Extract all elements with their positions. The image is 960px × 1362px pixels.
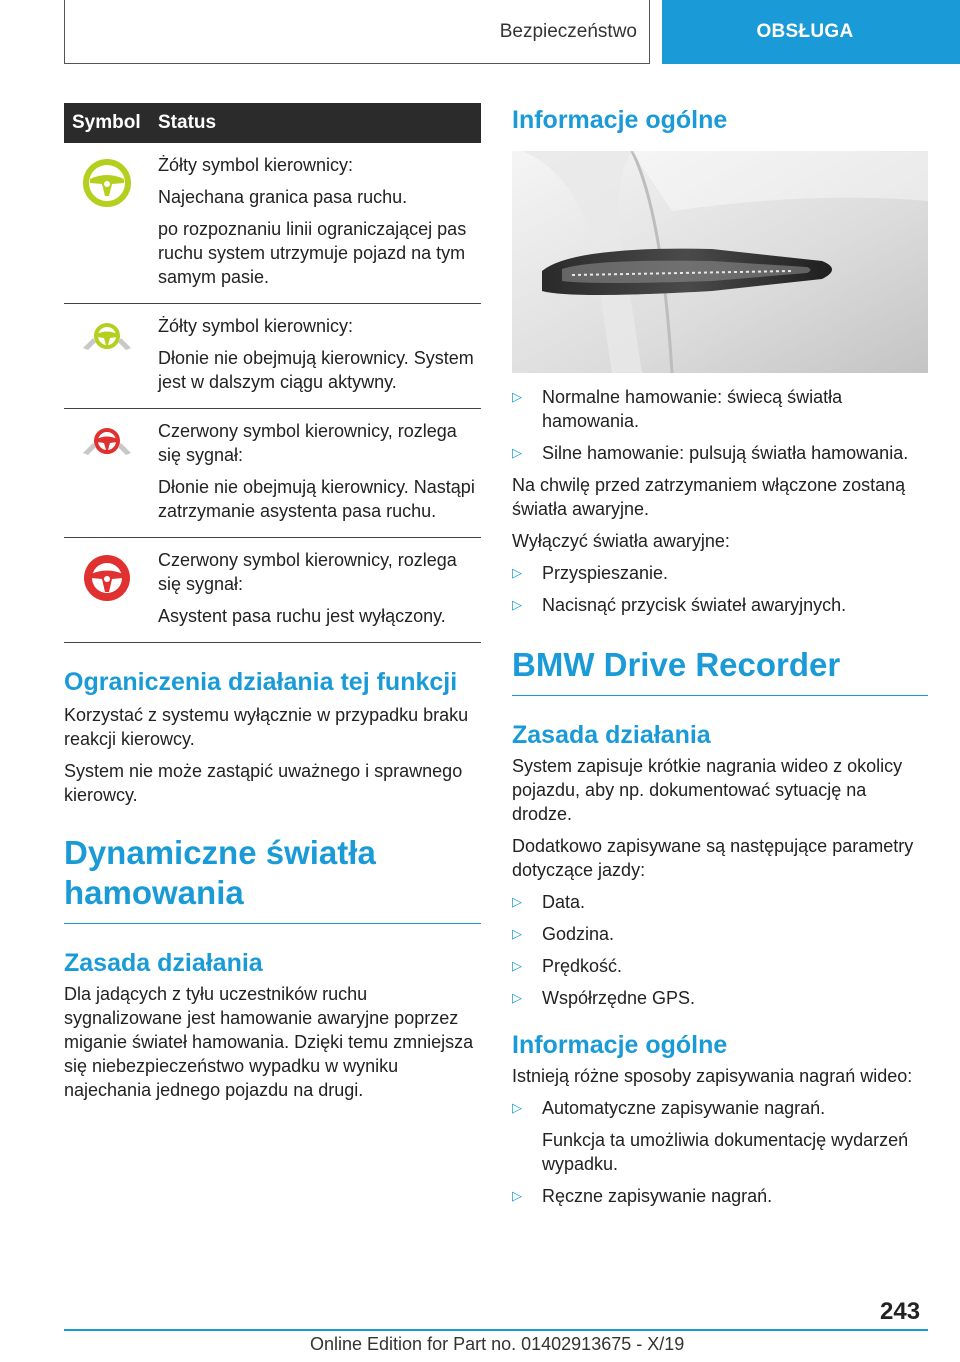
status-text: po rozpoznaniu linii ograniczającej pas ruchu system utrzymuje pojazd na tym samym pasie. — [158, 219, 467, 287]
recorder-paragraph: Dodatkowo zapisywane są następujące parametry dotyczące jazdy: — [512, 836, 914, 880]
list-item: ▷ Data. — [512, 892, 586, 912]
list-item: ▷ Ręczne zapisywanie nagrań. — [512, 1186, 773, 1206]
triangle-bullet-icon: ▷ — [512, 958, 522, 973]
list-item: ▷ Prędkość. — [512, 956, 623, 976]
table-header-symbol: Symbol — [64, 103, 150, 143]
table-row — [64, 409, 481, 538]
list-item-detail: Funkcja ta umożliwia dokumentację wydarzeń wypadku. — [542, 1130, 909, 1174]
triangle-bullet-icon: ▷ — [512, 1188, 522, 1203]
steering-wheel-yellow-icon — [81, 157, 133, 209]
triangle-bullet-icon: ▷ — [512, 565, 522, 580]
steering-wheel-red-icon — [81, 552, 133, 604]
left-column — [64, 103, 481, 1102]
triangle-bullet-icon: ▷ — [512, 445, 522, 460]
footer-divider — [64, 1329, 928, 1331]
status-text: Dłonie nie obejmują kierownicy. Nastąpi zatrzymanie asystenta pasa ruchu. — [158, 477, 475, 521]
footer-edition: Online Edition for Part no. 01402913675 - X/19 — [310, 1334, 685, 1354]
status-text: Czerwony symbol kierownicy, rozlega się sygnał: — [158, 421, 457, 465]
header-chapter-tab — [662, 0, 960, 64]
status-text: Dłonie nie obejmują kierownicy. System jest w dalszym ciągu aktywny. — [158, 348, 474, 392]
limits-heading: Ograniczenia działania tej funkcji — [64, 668, 458, 696]
symbol-status-table — [64, 103, 481, 643]
brake-mode-list — [512, 385, 928, 465]
recorder-info-paragraph: Istnieją różne sposoby zapisywania nagrań wideo: — [512, 1066, 913, 1086]
triangle-bullet-icon: ▷ — [512, 1100, 522, 1115]
status-text: Żółty symbol kierownicy: — [158, 155, 354, 175]
list-item: ▷ Normalne hamowanie: świecą światła hamowania. — [512, 387, 843, 431]
list-item: ▷ Silne hamowanie: pulsują światła hamowania. — [512, 443, 909, 463]
header-chapter-title: OBSŁUGA — [756, 21, 854, 42]
table-header-status: Status — [150, 103, 481, 143]
status-text: Najechana granica pasa ruchu. — [158, 187, 408, 207]
recording-modes-list — [512, 1096, 928, 1208]
limits-paragraph: System nie może zastąpić uważnego i sprawnego kierowcy. — [64, 761, 463, 805]
header-section-box — [64, 0, 650, 64]
hazard-off-list — [512, 561, 928, 617]
recorder-info-heading: Informacje ogólne — [512, 1031, 728, 1059]
limits-paragraph: Korzystać z systemu wyłącznie w przypadku braku reakcji kierowcy. — [64, 705, 469, 749]
brake-light-photo — [512, 151, 928, 373]
principle-heading: Zasada działania — [64, 949, 263, 977]
triangle-bullet-icon: ▷ — [512, 894, 522, 909]
status-text: Czerwony symbol kierownicy, rozlega się sygnał: — [158, 550, 457, 594]
recorder-paragraph: System zapisuje krótkie nagrania wideo z okolicy pojazdu, aby np. dokumentować sytuację na drodze. — [512, 756, 903, 824]
list-item: ▷ Godzina. — [512, 924, 615, 944]
list-item: ▷ Nacisnąć przycisk świateł awaryjnych. — [512, 595, 847, 615]
hazard-off-paragraph: Wyłączyć światła awaryjne: — [512, 531, 730, 551]
list-item: ▷ Przyspieszanie. — [512, 563, 669, 583]
steering-wheel-yellow-hands-off-icon — [79, 318, 135, 358]
tail-light-image — [512, 151, 928, 373]
header-section-title: Bezpieczeństwo — [499, 20, 637, 42]
principle-paragraph: Dla jadących z tyłu uczestników ruchu sygnalizowane jest hamowanie awaryjne poprzez miganie świateł hamowania. Dzięki temu zmniejsza się niebezpieczeństwo wypadku w wyniku najechania jednego pojazdu na drugi. — [64, 984, 474, 1100]
general-info-heading: Informacje ogólne — [512, 106, 728, 134]
triangle-bullet-icon: ▷ — [512, 597, 522, 612]
list-item: ▷ Automatyczne zapisywanie nagrań. Funkcja ta umożliwia dokumentację wydarzeń wypadku. — [512, 1096, 928, 1176]
table-row — [64, 143, 481, 304]
status-text: Asystent pasa ruchu jest wyłączony. — [158, 606, 446, 626]
triangle-bullet-icon: ▷ — [512, 926, 522, 941]
table-row — [64, 538, 481, 643]
page-number: 243 — [880, 1298, 921, 1325]
right-column — [512, 103, 928, 1208]
drive-recorder-heading: BMW Drive Recorder — [512, 645, 928, 696]
status-text: Żółty symbol kierownicy: — [158, 316, 354, 336]
recorder-principle-heading: Zasada działania — [512, 721, 711, 749]
hazard-paragraph: Na chwilę przed zatrzymaniem włączone zostaną światła awaryjne. — [512, 475, 906, 519]
table-row — [64, 304, 481, 409]
recorder-params-list — [512, 890, 928, 1010]
triangle-bullet-icon: ▷ — [512, 389, 522, 404]
dynamic-brake-lights-heading: Dynamiczne światła hamowania — [64, 833, 481, 924]
steering-wheel-red-hands-off-icon — [79, 423, 135, 463]
list-item: ▷ Współrzędne GPS. — [512, 988, 696, 1008]
triangle-bullet-icon: ▷ — [512, 990, 522, 1005]
